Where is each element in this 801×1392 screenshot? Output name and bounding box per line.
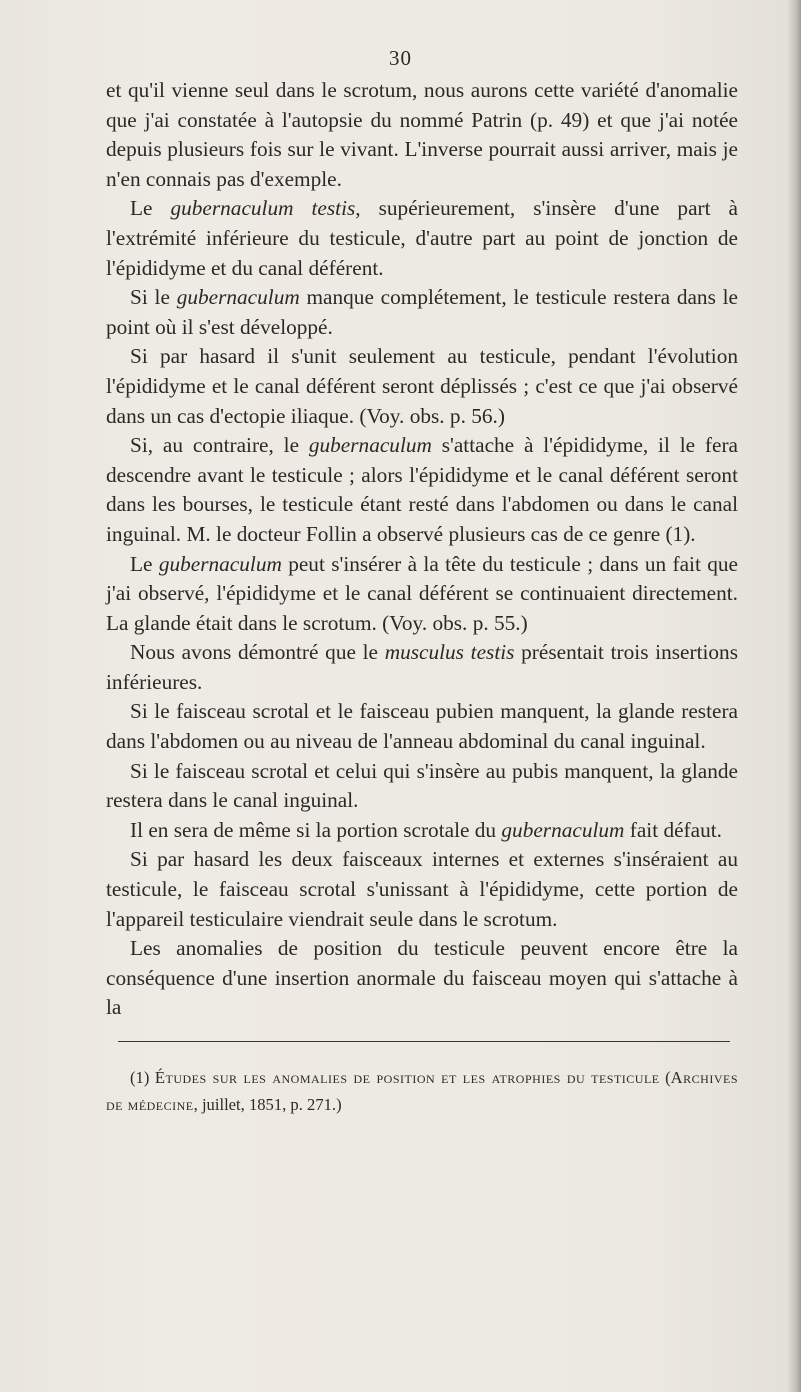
paragraph <box>106 816 738 846</box>
italic-term: gubernaculum <box>158 551 282 576</box>
text-run: Si le faisceau scrotal et celui qui s'insère au pubis manquent, la glande restera dans le canal inguinal. <box>106 758 738 813</box>
italic-term: gubernaculum <box>308 433 432 458</box>
paragraph <box>106 550 738 639</box>
text-run: Le <box>130 551 159 576</box>
paragraph <box>106 934 738 1023</box>
text-run: s'attache à l'épididyme, il le fera descendre avant le testicule ; alors l'épididyme et le canal déférent seront dans les bourses, le testicule étant resté dans l'abdomen ou dans le canal inguinal. M. le docteur Follin a observé plusieurs cas de ce genre (1). <box>106 433 738 546</box>
footnote <box>106 1064 738 1118</box>
text-run: peut s'insérer à la tête du testicule ; dans un fait que j'ai observé, l'épididyme et le canal déférent se continuaient directement. La glande était dans le scrotum. (Voy. obs. p. 55.) <box>106 551 738 635</box>
text-run: Si le faisceau scrotal et le faisceau pubien manquent, la glande restera dans l'abdomen ou au niveau de l'anneau abdominal du canal inguinal. <box>106 699 738 754</box>
paragraph <box>106 638 738 697</box>
footnote-source-open: ( <box>659 1068 671 1087</box>
italic-term: gubernaculum <box>501 817 625 842</box>
main-text <box>106 76 738 1023</box>
italic-term: gubernaculum <box>176 285 300 310</box>
footnote-details: , juillet, 1851, p. 271.) <box>193 1095 342 1114</box>
paragraph <box>106 845 738 934</box>
text-run: Les anomalies de position du testicule peuvent encore être la conséquence d'une insertion anormale du faisceau moyen qui s'attache à la <box>106 936 738 1020</box>
text-run: présentait trois insertions inférieures. <box>106 640 738 694</box>
text-run: Si, au contraire, le <box>130 433 309 458</box>
italic-term: musculus testis <box>384 640 515 665</box>
text-run: Le <box>130 196 171 221</box>
text-run: Nous avons démontré que le <box>130 640 385 665</box>
paragraph <box>106 757 738 816</box>
text-run: et qu'il vienne seul dans le scrotum, nous aurons cette variété d'anomalie que j'ai constatée à l'autopsie du nommé Patrin (p. 49) et que j'ai notée depuis plusieurs fois sur le vivant. L'inverse pourrait aussi arriver, mais je n'en connais pas d'exemple. <box>106 78 738 191</box>
paragraph <box>106 76 738 194</box>
text-run: manque complétement, le testicule restera dans le point où il s'est développé. <box>106 285 738 339</box>
text-run: Si par hasard il s'unit seulement au testicule, pendant l'évolution l'épididyme et le canal déférent seront déplissés ; c'est ce que j'ai observé dans un cas d'ectopie iliaque. (Voy. obs. p. 56.) <box>106 344 738 428</box>
page-edge-shadow <box>787 0 801 1392</box>
text-run: Il en sera de même si la portion scrotale du <box>130 817 502 842</box>
paragraph <box>106 431 738 549</box>
footnote-marker: (1) <box>130 1068 155 1087</box>
paragraph <box>106 342 738 431</box>
footnote-title: Études sur les anomalies de position et les atrophies du testicule <box>154 1068 660 1087</box>
footnote-separator <box>118 1041 730 1042</box>
paragraph <box>106 697 738 756</box>
italic-term: gubernaculum testis <box>170 196 356 221</box>
text-run: fait défaut. <box>624 817 722 842</box>
paragraph <box>106 283 738 342</box>
text-run: Si par hasard les deux faisceaux internes et externes s'inséraient au testicule, le faisceau scrotal s'unissant à l'épididyme, cette portion de l'appareil testiculaire viendrait seule dans le scrotum. <box>106 847 738 931</box>
text-run: Si le <box>130 285 177 310</box>
text-run: , supérieurement, s'insère d'une part à l'extrémité inférieure du testicule, d'autre part au point de jonction de l'épididyme et du canal déférent. <box>106 196 738 280</box>
page-number: 30 <box>389 46 412 70</box>
paragraph <box>106 194 738 283</box>
footnote-source: Archives de médecine <box>106 1068 738 1114</box>
